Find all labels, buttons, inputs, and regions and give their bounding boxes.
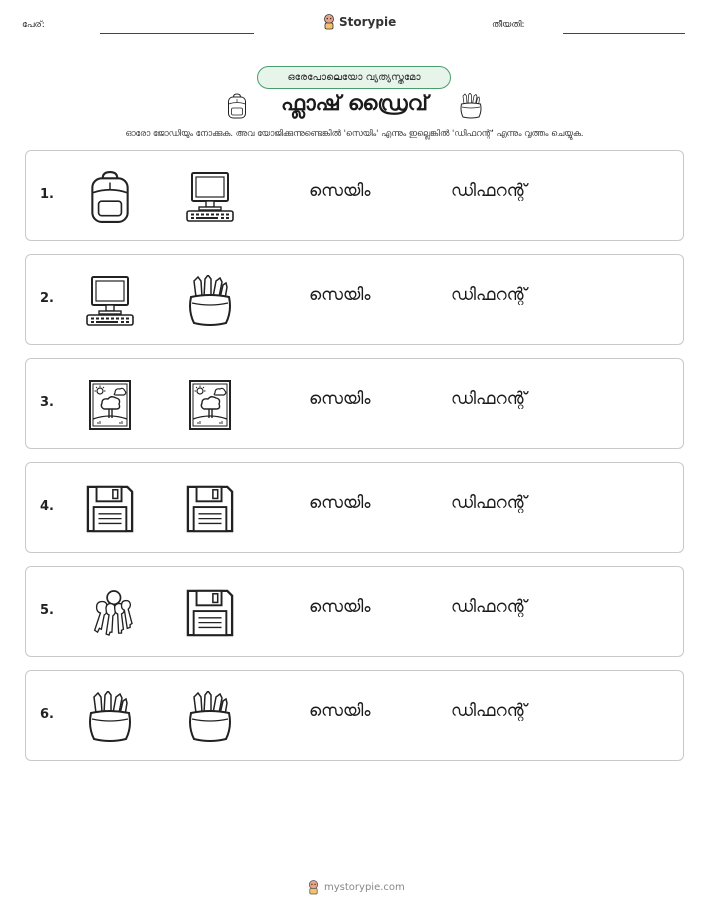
floppy-disk-icon bbox=[182, 585, 238, 641]
different-option[interactable]: ഡിഫറന്റ് bbox=[451, 493, 527, 513]
footer bbox=[307, 880, 405, 895]
date-label: തീയതി: bbox=[492, 20, 525, 30]
row-number: 5. bbox=[40, 603, 54, 618]
row-number: 4. bbox=[40, 499, 54, 514]
name-line[interactable] bbox=[100, 33, 254, 34]
different-option[interactable]: ഡിഫറന്റ് bbox=[451, 597, 527, 617]
footer-url[interactable]: mystorypie.com bbox=[324, 882, 405, 893]
different-option[interactable]: ഡിഫറന്റ് bbox=[451, 701, 527, 721]
pencil-case-icon bbox=[460, 93, 482, 119]
floppy-disk-icon bbox=[82, 481, 138, 537]
question-row-4 bbox=[25, 462, 684, 553]
different-option[interactable]: ഡിഫറന്റ് bbox=[451, 389, 527, 409]
same-option[interactable]: സെയിം bbox=[309, 493, 371, 513]
question-row-1 bbox=[25, 150, 684, 241]
pencil-case-icon bbox=[182, 689, 238, 745]
question-row-3 bbox=[25, 358, 684, 449]
question-row-2 bbox=[25, 254, 684, 345]
storypie-mascot-icon bbox=[307, 880, 320, 895]
backpack-icon bbox=[82, 169, 138, 225]
pencil-case-icon bbox=[82, 689, 138, 745]
picture-icon bbox=[182, 377, 238, 433]
brand-logo bbox=[322, 14, 396, 30]
row-number: 1. bbox=[40, 187, 54, 202]
same-option[interactable]: സെയിം bbox=[309, 597, 371, 617]
instructions: ഓരോ ജോഡിയും നോക്കുക. അവ യോജിക്കുന്നുണ്ടെങ്കിൽ 'സെയിം' എന്നും ഇല്ലെങ്കിൽ 'ഡിഫറന്റ്' എന്നും വൃത്തം ചെയ്യുക. bbox=[125, 128, 584, 138]
computer-icon bbox=[82, 273, 138, 329]
question-row-5 bbox=[25, 566, 684, 657]
name-label: പേര്: bbox=[22, 20, 45, 30]
pencil-case-icon bbox=[182, 273, 238, 329]
row-number: 3. bbox=[40, 395, 54, 410]
keys-icon bbox=[82, 585, 138, 641]
question-row-6 bbox=[25, 670, 684, 761]
backpack-icon bbox=[226, 93, 248, 119]
same-option[interactable]: സെയിം bbox=[309, 701, 371, 721]
computer-icon bbox=[182, 169, 238, 225]
floppy-disk-icon bbox=[182, 481, 238, 537]
page-title: ഫ്ലാഷ് ഡ്രൈവ് bbox=[281, 91, 428, 115]
row-number: 2. bbox=[40, 291, 54, 306]
date-line[interactable] bbox=[563, 33, 685, 34]
same-option[interactable]: സെയിം bbox=[309, 285, 371, 305]
topic-badge: ഒരേപോലെയോ വ്യത്യസ്തമോ bbox=[257, 66, 451, 89]
same-option[interactable]: സെയിം bbox=[309, 389, 371, 409]
different-option[interactable]: ഡിഫറന്റ് bbox=[451, 285, 527, 305]
brand-name: Storypie bbox=[339, 15, 397, 29]
same-option[interactable]: സെയിം bbox=[309, 181, 371, 201]
different-option[interactable]: ഡിഫറന്റ് bbox=[451, 181, 527, 201]
picture-icon bbox=[82, 377, 138, 433]
row-number: 6. bbox=[40, 707, 54, 722]
storypie-mascot-icon bbox=[322, 14, 336, 30]
